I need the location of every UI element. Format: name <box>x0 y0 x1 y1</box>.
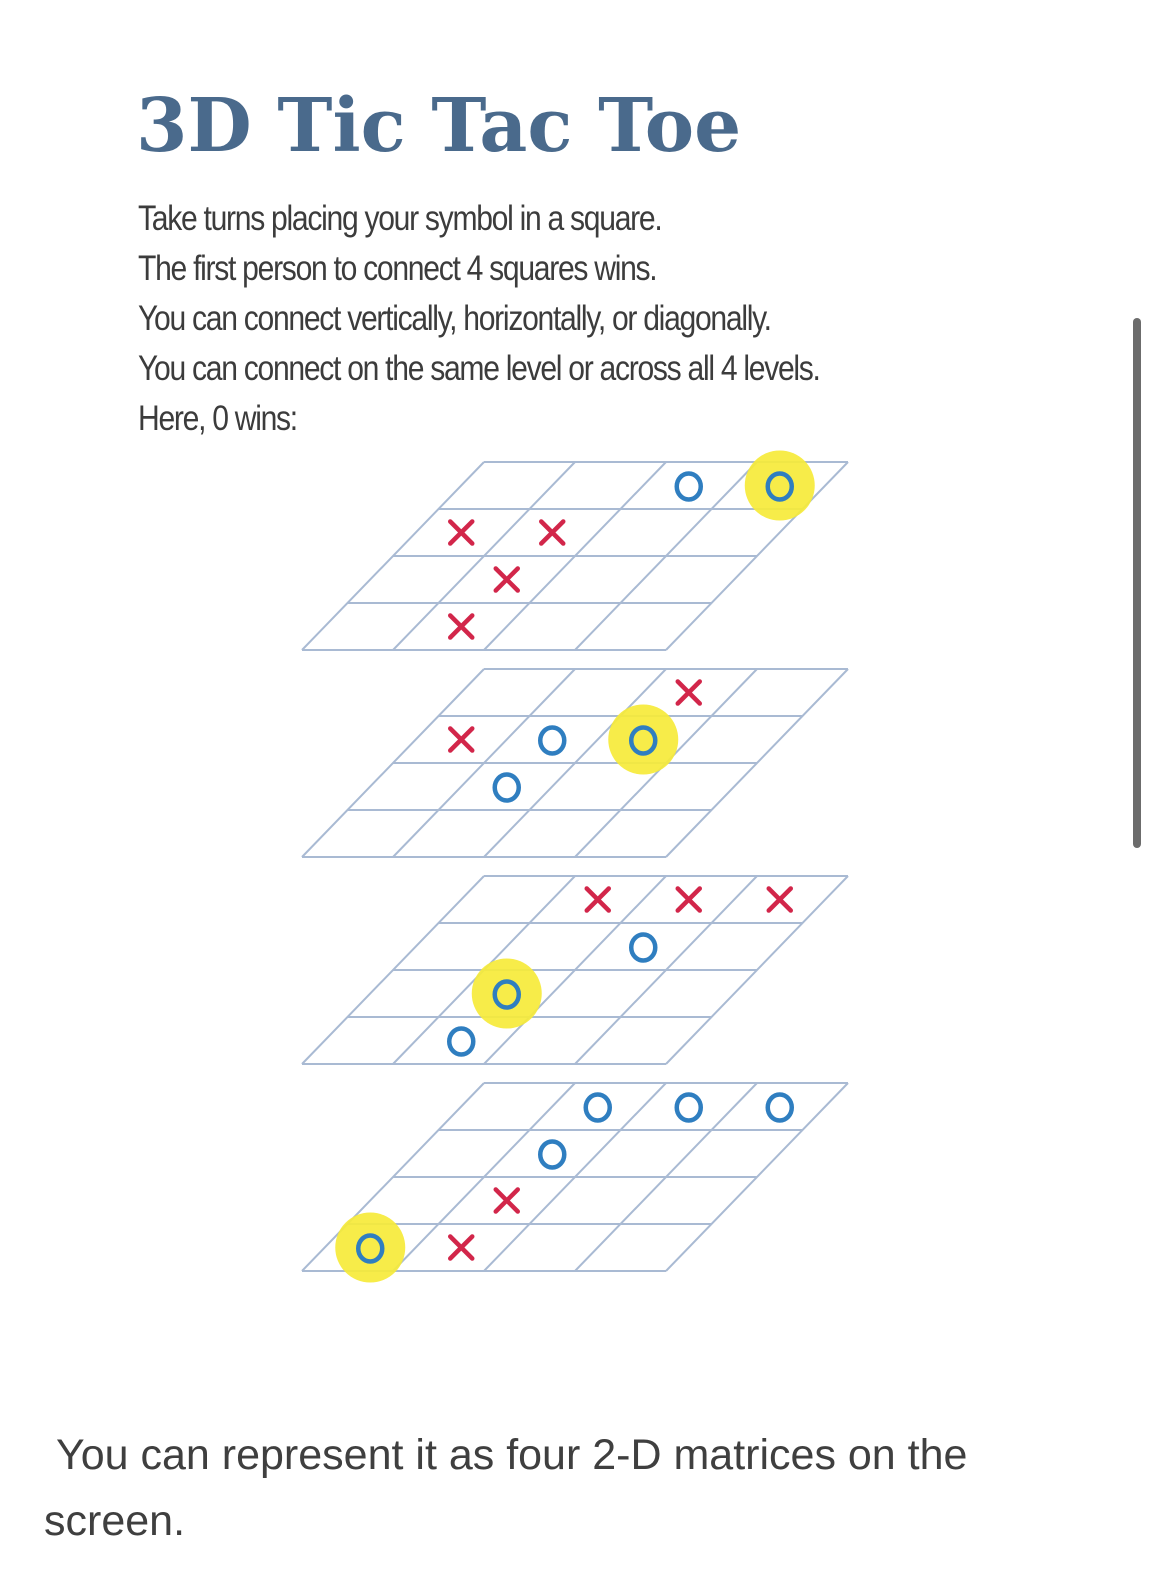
x-mark <box>587 889 609 911</box>
o-mark <box>495 775 519 801</box>
winning-highlight <box>745 451 815 521</box>
x-mark <box>678 682 700 704</box>
instruction-line: Take turns placing your symbol in a square. <box>138 199 662 238</box>
x-mark <box>496 569 518 591</box>
caption-text: You can represent it as four 2-D matrices on the screen. <box>44 1431 968 1545</box>
o-mark <box>540 728 564 754</box>
o-mark <box>449 1029 473 1055</box>
board-level-2 <box>302 669 848 857</box>
winning-highlight <box>608 705 678 775</box>
x-mark <box>450 522 472 544</box>
board-levels <box>302 451 848 1283</box>
o-mark <box>768 1095 792 1121</box>
o-mark <box>586 1095 610 1121</box>
instruction-line: The first person to connect 4 squares wins. <box>138 249 657 288</box>
board-level-3 <box>302 876 848 1064</box>
x-mark <box>769 889 791 911</box>
x-mark <box>450 729 472 751</box>
x-mark <box>541 522 563 544</box>
winning-highlight <box>472 959 542 1029</box>
x-mark <box>450 616 472 638</box>
x-mark <box>678 889 700 911</box>
o-mark <box>677 474 701 500</box>
x-mark <box>450 1237 472 1259</box>
x-mark <box>496 1190 518 1212</box>
instruction-line: Here, 0 wins: <box>138 399 297 438</box>
scrollbar[interactable] <box>1133 318 1141 848</box>
instruction-line: You can connect on the same level or across all 4 levels. <box>138 349 820 388</box>
o-mark <box>631 935 655 961</box>
o-mark <box>677 1095 701 1121</box>
o-mark <box>540 1142 564 1168</box>
winning-highlight <box>335 1213 405 1283</box>
instruction-line: You can connect vertically, horizontally, or diagonally. <box>138 299 771 338</box>
board-level-4 <box>302 1083 848 1283</box>
page-title: 3D Tic Tac Toe <box>136 83 742 169</box>
board-level-1 <box>302 451 848 651</box>
